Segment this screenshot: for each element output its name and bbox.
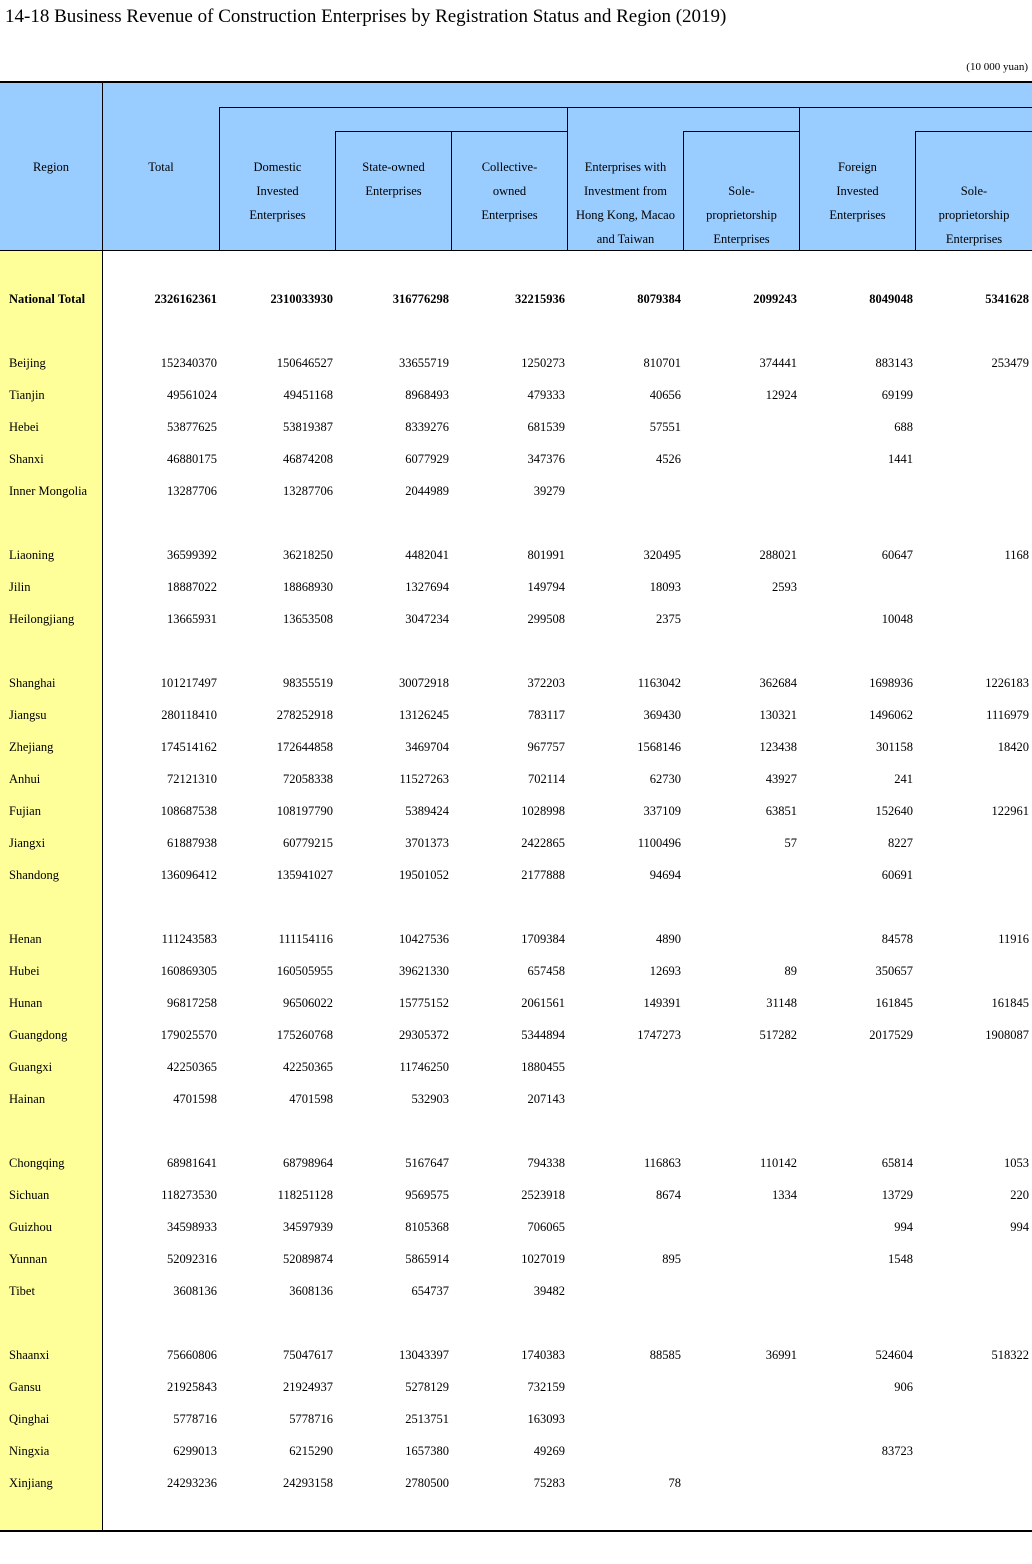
- cell-value: 163093: [527, 1412, 565, 1426]
- region-name: Sichuan: [9, 1188, 50, 1202]
- cell-value: 68798964: [283, 1156, 333, 1170]
- cell-value: 94694: [649, 868, 681, 882]
- table-row: [0, 1152, 1032, 1174]
- cell-value: 6299013: [173, 1444, 217, 1458]
- region-name: Jiangsu: [9, 708, 47, 722]
- cell-value: 702114: [527, 772, 565, 786]
- cell-value: 8968493: [405, 388, 449, 402]
- cell-value: 12924: [765, 388, 797, 402]
- cell-value: 10048: [881, 612, 913, 626]
- table-row: [0, 960, 1032, 982]
- region-name: Beijing: [9, 356, 46, 370]
- cell-value: 13729: [881, 1188, 913, 1202]
- cell-value: 479333: [527, 388, 565, 402]
- cell-value: 1053: [1004, 1156, 1029, 1170]
- region-name: Guangdong: [9, 1028, 68, 1042]
- header-state-owned: State-owned Enterprises: [362, 160, 425, 198]
- cell-value: 3469704: [405, 740, 449, 754]
- cell-value: 13665931: [167, 612, 217, 626]
- cell-value: 18093: [649, 580, 681, 594]
- cell-value: 46880175: [167, 452, 217, 466]
- cell-value: 5389424: [405, 804, 449, 818]
- region-name: Guizhou: [9, 1220, 53, 1234]
- cell-value: 3047234: [405, 612, 449, 626]
- region-name: Yunnan: [9, 1252, 48, 1266]
- cell-value: 1441: [888, 452, 913, 466]
- cell-value: 280118410: [161, 708, 217, 722]
- cell-value: 1747273: [637, 1028, 681, 1042]
- cell-value: 118273530: [161, 1188, 217, 1202]
- region-name: Chongqing: [9, 1156, 65, 1170]
- cell-value: 136096412: [160, 868, 217, 882]
- cell-value: 2375: [656, 612, 681, 626]
- region-name: National Total: [9, 292, 86, 306]
- region-name: Henan: [9, 932, 42, 946]
- cell-value: 4890: [656, 932, 681, 946]
- header-subgroup-line-foreign: [915, 131, 1032, 132]
- cell-value: 2422865: [521, 836, 565, 850]
- cell-value: 152640: [875, 804, 913, 818]
- cell-value: 31148: [766, 996, 797, 1010]
- region-name: Anhui: [9, 772, 41, 786]
- region-name: Ningxia: [9, 1444, 50, 1458]
- table-row: [0, 448, 1032, 470]
- cell-value: 374441: [759, 356, 797, 370]
- cell-value: 2513751: [405, 1412, 449, 1426]
- cell-value: 40656: [649, 388, 681, 402]
- cell-value: 5778716: [289, 1412, 333, 1426]
- cell-value: 994: [1010, 1220, 1029, 1234]
- cell-value: 36991: [765, 1348, 797, 1362]
- cell-value: 60647: [881, 548, 913, 562]
- cell-value: 3608136: [289, 1284, 333, 1298]
- cell-value: 801991: [527, 548, 565, 562]
- cell-value: 75047617: [283, 1348, 333, 1362]
- cell-value: 13043397: [399, 1348, 449, 1362]
- table-row: [0, 544, 1032, 566]
- national-total-row: [0, 288, 1032, 310]
- cell-value: 2061561: [521, 996, 565, 1010]
- cell-value: 42250365: [283, 1060, 333, 1074]
- cell-value: 4701598: [289, 1092, 333, 1106]
- cell-value: 118251128: [277, 1188, 333, 1202]
- cell-value: 299508: [527, 612, 565, 626]
- region-name: Gansu: [9, 1380, 41, 1394]
- cell-value: 179025570: [160, 1028, 217, 1042]
- cell-value: 13126245: [399, 708, 449, 722]
- header-subgroup-line-hmt: [683, 131, 799, 132]
- table-row: [0, 1184, 1032, 1206]
- cell-value: 116863: [643, 1156, 681, 1170]
- header-group-line: [219, 107, 1032, 108]
- cell-value: 5778716: [173, 1412, 217, 1426]
- table-row: [0, 1408, 1032, 1430]
- cell-value: 13287706: [283, 484, 333, 498]
- header-hmt-sole-proprietorship: Sole- proprietorship Enterprises: [706, 184, 777, 246]
- cell-value: 68981641: [167, 1156, 217, 1170]
- cell-value: 253479: [991, 356, 1029, 370]
- cell-value: 13287706: [167, 484, 217, 498]
- cell-value: 362684: [759, 676, 797, 690]
- cell-value: 5344894: [521, 1028, 565, 1042]
- header-foreign-sole-proprietorship: Sole- proprietorship Enterprises: [938, 184, 1010, 246]
- cell-value: 337109: [643, 804, 681, 818]
- cell-value: 49561024: [167, 388, 217, 402]
- cell-value: 350657: [875, 964, 913, 978]
- cell-value: 18868930: [283, 580, 333, 594]
- cell-value: 883143: [875, 356, 913, 370]
- cell-value: 8227: [888, 836, 913, 850]
- table-row: [0, 1248, 1032, 1270]
- cell-value: 6215290: [289, 1444, 333, 1458]
- cell-value: 39621330: [399, 964, 449, 978]
- cell-value: 1496062: [869, 708, 913, 722]
- cell-value: 21924937: [283, 1380, 333, 1394]
- table-row: [0, 864, 1032, 886]
- cell-value: 316776298: [392, 292, 449, 306]
- cell-value: 43927: [765, 772, 797, 786]
- cell-value: 794338: [527, 1156, 565, 1170]
- cell-value: 135941027: [276, 868, 333, 882]
- cell-value: 172644858: [276, 740, 333, 754]
- cell-value: 3608136: [173, 1284, 217, 1298]
- cell-value: 4701598: [173, 1092, 217, 1106]
- region-name: Shanxi: [9, 452, 44, 466]
- header-bottom-rule: [0, 250, 1032, 251]
- cell-value: 2326162361: [154, 292, 217, 306]
- table-row: [0, 1216, 1032, 1238]
- cell-value: 5865914: [405, 1252, 449, 1266]
- table-row: [0, 352, 1032, 374]
- cell-value: 160505955: [276, 964, 333, 978]
- table-row: [0, 992, 1032, 1014]
- cell-value: 49451168: [283, 388, 333, 402]
- cell-value: 688: [894, 420, 913, 434]
- cell-value: 2310033930: [270, 292, 333, 306]
- region-name: Shandong: [9, 868, 59, 882]
- cell-value: 1028998: [521, 804, 565, 818]
- cell-value: 149391: [643, 996, 681, 1010]
- cell-value: 29305372: [399, 1028, 449, 1042]
- cell-value: 108197790: [276, 804, 333, 818]
- table-row: [0, 1344, 1032, 1366]
- cell-value: 278252918: [276, 708, 333, 722]
- cell-value: 2523918: [521, 1188, 565, 1202]
- cell-value: 34597939: [283, 1220, 333, 1234]
- cell-value: 8079384: [637, 292, 681, 306]
- cell-value: 732159: [527, 1380, 565, 1394]
- region-name: Tibet: [9, 1284, 35, 1298]
- cell-value: 13653508: [283, 612, 333, 626]
- cell-value: 654737: [411, 1284, 449, 1298]
- cell-value: 1027019: [521, 1252, 565, 1266]
- header-total: Total: [148, 160, 174, 174]
- table-row: [0, 416, 1032, 438]
- region-name: Shaanxi: [9, 1348, 50, 1362]
- cell-value: 111243583: [161, 932, 217, 946]
- cell-value: 12693: [649, 964, 681, 978]
- header-collective-owned: Collective- owned Enterprises: [481, 160, 538, 222]
- top-rule: [0, 81, 1032, 83]
- table-row: [0, 768, 1032, 790]
- cell-value: 61887938: [167, 836, 217, 850]
- cell-value: 1657380: [405, 1444, 449, 1458]
- cell-value: 110142: [759, 1156, 797, 1170]
- region-name: Tianjin: [9, 388, 45, 402]
- cell-value: 372203: [527, 676, 565, 690]
- cell-value: 36599392: [167, 548, 217, 562]
- region-name: Zhejiang: [9, 740, 54, 754]
- cell-value: 15775152: [399, 996, 449, 1010]
- cell-value: 96506022: [283, 996, 333, 1010]
- cell-value: 11916: [998, 932, 1029, 946]
- cell-value: 994: [894, 1220, 913, 1234]
- cell-value: 5278129: [405, 1380, 449, 1394]
- cell-value: 5341628: [985, 292, 1029, 306]
- table-row: [0, 832, 1032, 854]
- cell-value: 24293236: [167, 1476, 217, 1490]
- cell-value: 2017529: [869, 1028, 913, 1042]
- cell-value: 78: [668, 1476, 681, 1490]
- cell-value: 57: [784, 836, 797, 850]
- cell-value: 83723: [881, 1444, 913, 1458]
- cell-value: 32215936: [515, 292, 565, 306]
- cell-value: 1548: [888, 1252, 913, 1266]
- region-name: Jilin: [9, 580, 31, 594]
- cell-value: 39279: [533, 484, 565, 498]
- table-title: 14-18 Business Revenue of Construction Enterprises by Registration Status and Region (2019): [5, 6, 727, 27]
- cell-value: 347376: [527, 452, 565, 466]
- region-name: Fujian: [9, 804, 41, 818]
- unit-label: (10 000 yuan): [966, 61, 1028, 73]
- region-name: Qinghai: [9, 1412, 50, 1426]
- cell-value: 1116979: [986, 708, 1029, 722]
- cell-value: 320495: [643, 548, 681, 562]
- cell-value: 1250273: [521, 356, 565, 370]
- cell-value: 1880455: [521, 1060, 565, 1074]
- cell-value: 1709384: [521, 932, 565, 946]
- cell-value: 72058338: [283, 772, 333, 786]
- cell-value: 33655719: [399, 356, 449, 370]
- cell-value: 161845: [875, 996, 913, 1010]
- region-name: Inner Mongolia: [9, 484, 88, 498]
- cell-value: 69199: [881, 388, 913, 402]
- cell-value: 122961: [991, 804, 1029, 818]
- cell-value: 84578: [881, 932, 913, 946]
- table-row: [0, 928, 1032, 950]
- cell-value: 9569575: [405, 1188, 449, 1202]
- cell-value: 2593: [772, 580, 797, 594]
- cell-value: 241: [894, 772, 913, 786]
- cell-value: 111154116: [278, 932, 333, 946]
- region-name: Jiangxi: [9, 836, 46, 850]
- table-row: [0, 1472, 1032, 1494]
- cell-value: 5167647: [405, 1156, 449, 1170]
- cell-value: 88585: [649, 1348, 681, 1362]
- table-row: [0, 1056, 1032, 1078]
- cell-value: 1163042: [637, 676, 681, 690]
- cell-value: 1908087: [985, 1028, 1029, 1042]
- cell-value: 2099243: [753, 292, 797, 306]
- cell-value: 524604: [875, 1348, 913, 1362]
- cell-value: 967757: [527, 740, 565, 754]
- cell-value: 160869305: [160, 964, 217, 978]
- table-row: [0, 704, 1032, 726]
- cell-value: 30072918: [399, 676, 449, 690]
- table-row: [0, 736, 1032, 758]
- cell-value: 75283: [533, 1476, 565, 1490]
- cell-value: 895: [662, 1252, 681, 1266]
- cell-value: 301158: [875, 740, 913, 754]
- header-domestic-invested: Domestic Invested Enterprises: [249, 160, 306, 222]
- cell-value: 783117: [527, 708, 565, 722]
- cell-value: 2044989: [405, 484, 449, 498]
- header-hk-macao-taiwan: Enterprises with Investment from Hong Kong, Macao and Taiwan: [576, 160, 675, 246]
- region-name: Hunan: [9, 996, 43, 1010]
- cell-value: 18420: [997, 740, 1029, 754]
- table-row: [0, 1088, 1032, 1110]
- cell-value: 6077929: [405, 452, 449, 466]
- cell-value: 10427536: [399, 932, 449, 946]
- cell-value: 174514162: [160, 740, 217, 754]
- cell-value: 24293158: [283, 1476, 333, 1490]
- cell-value: 4526: [656, 452, 681, 466]
- cell-value: 19501052: [399, 868, 449, 882]
- cell-value: 34598933: [167, 1220, 217, 1234]
- cell-value: 906: [894, 1380, 913, 1394]
- region-name: Xinjiang: [9, 1476, 53, 1490]
- cell-value: 1168: [1004, 548, 1029, 562]
- region-name: Hainan: [9, 1092, 46, 1106]
- cell-value: 21925843: [167, 1380, 217, 1394]
- cell-value: 706065: [527, 1220, 565, 1234]
- cell-value: 8105368: [405, 1220, 449, 1234]
- cell-value: 36218250: [283, 548, 333, 562]
- table-row: [0, 576, 1032, 598]
- cell-value: 75660806: [167, 1348, 217, 1362]
- table-row: [0, 800, 1032, 822]
- table-row: [0, 1280, 1032, 1302]
- region-name: Liaoning: [9, 548, 55, 562]
- cell-value: 53819387: [283, 420, 333, 434]
- cell-value: 62730: [649, 772, 681, 786]
- table-row: [0, 384, 1032, 406]
- region-name: Heilongjiang: [9, 612, 75, 626]
- cell-value: 123438: [759, 740, 797, 754]
- cell-value: 288021: [759, 548, 797, 562]
- cell-value: 18887022: [167, 580, 217, 594]
- cell-value: 1698936: [869, 676, 913, 690]
- region-name: Guangxi: [9, 1060, 53, 1074]
- cell-value: 207143: [527, 1092, 565, 1106]
- cell-value: 89: [784, 964, 797, 978]
- cell-value: 65814: [881, 1156, 913, 1170]
- region-name: Shanghai: [9, 676, 56, 690]
- header-foreign-invested: Foreign Invested Enterprises: [829, 160, 886, 222]
- cell-value: 60691: [881, 868, 913, 882]
- region-name: Hebei: [9, 420, 39, 434]
- cell-value: 52089874: [283, 1252, 333, 1266]
- table-row: [0, 480, 1032, 502]
- cell-value: 532903: [411, 1092, 449, 1106]
- cell-value: 1327694: [405, 580, 449, 594]
- cell-value: 57551: [649, 420, 681, 434]
- cell-value: 1568146: [637, 740, 681, 754]
- cell-value: 8339276: [405, 420, 449, 434]
- bottom-rule: [0, 1530, 1032, 1532]
- cell-value: 1334: [772, 1188, 797, 1202]
- cell-value: 53877625: [167, 420, 217, 434]
- cell-value: 657458: [527, 964, 565, 978]
- cell-value: 161845: [991, 996, 1029, 1010]
- cell-value: 52092316: [167, 1252, 217, 1266]
- cell-value: 49269: [533, 1444, 565, 1458]
- cell-value: 152340370: [160, 356, 217, 370]
- cell-value: 11746250: [399, 1060, 449, 1074]
- cell-value: 810701: [643, 356, 681, 370]
- region-name: Hubei: [9, 964, 40, 978]
- cell-value: 1740383: [521, 1348, 565, 1362]
- cell-value: 681539: [527, 420, 565, 434]
- table-row: [0, 672, 1032, 694]
- cell-value: 39482: [533, 1284, 565, 1298]
- cell-value: 72121310: [167, 772, 217, 786]
- region-column-background: [0, 251, 102, 1530]
- cell-value: 46874208: [283, 452, 333, 466]
- table-row: [0, 1440, 1032, 1462]
- cell-value: 8049048: [869, 292, 913, 306]
- header-region: Region: [32, 160, 70, 174]
- cell-value: 517282: [759, 1028, 797, 1042]
- cell-value: 150646527: [276, 356, 333, 370]
- cell-value: 11527263: [399, 772, 449, 786]
- cell-value: 63851: [765, 804, 797, 818]
- table-row: [0, 1024, 1032, 1046]
- cell-value: 1226183: [985, 676, 1029, 690]
- cell-value: 369430: [643, 708, 681, 722]
- cell-value: 101217497: [160, 676, 217, 690]
- cell-value: 4482041: [405, 548, 449, 562]
- cell-value: 175260768: [276, 1028, 333, 1042]
- cell-value: 149794: [527, 580, 565, 594]
- table-row: [0, 608, 1032, 630]
- cell-value: 8674: [656, 1188, 681, 1202]
- cell-value: 2780500: [405, 1476, 449, 1490]
- cell-value: 108687538: [160, 804, 217, 818]
- cell-value: 518322: [991, 1348, 1029, 1362]
- cell-value: 60779215: [283, 836, 333, 850]
- table-row: [0, 1376, 1032, 1398]
- cell-value: 42250365: [167, 1060, 217, 1074]
- cell-value: 130321: [759, 708, 797, 722]
- cell-value: 1100496: [637, 836, 681, 850]
- cell-value: 98355519: [283, 676, 333, 690]
- cell-value: 3701373: [405, 836, 449, 850]
- cell-value: 96817258: [167, 996, 217, 1010]
- cell-value: 220: [1010, 1188, 1029, 1202]
- cell-value: 2177888: [521, 868, 565, 882]
